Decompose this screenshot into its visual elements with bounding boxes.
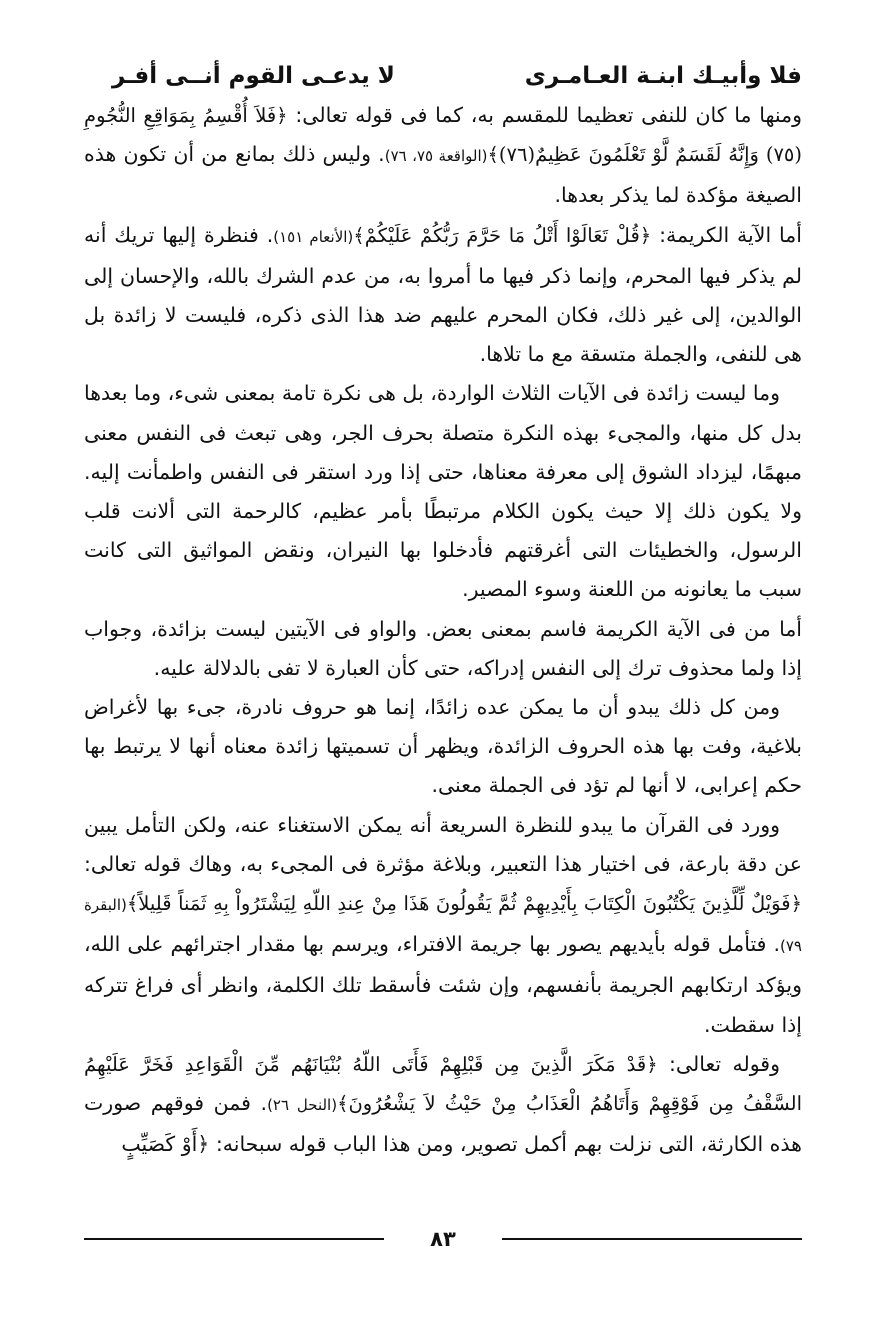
page-footer (84, 1224, 802, 1254)
paragraph: أما من فى الآية الكريمة فاسم بمعنى بعض. والواو فى الآيتين ليست بزائدة، وجواب إذا ولما محذوف ترك إلى النفس إدراكه، حتى كأن العبارة لا تفى بالدلالة عليه. (84, 616, 802, 680)
paragraph: أما الآية الكريمة: ﴿قُلْ تَعَالَوْا أَتْلُ مَا حَرَّمَ رَبُّكُمْ عَلَيْكُمْ﴾(الأنعام ١٥١). فنظرة إليها تريك أنه لم يذكر فيها المحرم، وإنما ذكر فيها ما أمروا به، من عدم الشرك بالله، والإحسان إلى الوالدين، إلى غير ذلك، فكان المحرم عليهم ضد هذا الذى ذكره، فليست لا زائدة بل هى للنفى، والجملة متسقة مع ما تلاها. (84, 222, 802, 367)
quran-quote: ﴿قَدْ مَكَرَ الَّذِينَ مِن قَبْلِهِمْ فَأَتَى اللّهُ بُنْيَانَهُم مِّنَ الْقَوَاعِدِ فَخَرَّ عَلَيْهِمُ السَّقْفُ مِن فَوْقِهِمْ وَأَتَاهُمُ الْعَذَابُ مِنْ حَيْثُ لاَ يَشْعُرُونَ﴾ (84, 1052, 802, 1116)
footer-rule-left (84, 1238, 384, 1240)
paragraph: وقوله تعالى: ﴿قَدْ مَكَرَ الَّذِينَ مِن قَبْلِهِمْ فَأَتَى اللّهُ بُنْيَانَهُم مِّنَ الْقَوَاعِدِ فَخَرَّ عَلَيْهِمُ السَّقْفُ مِن فَوْقِهِمْ وَأَتَاهُمُ الْعَذَابُ مِنْ حَيْثُ لاَ يَشْعُرُونَ﴾(النحل ٢٦). فمن فوقهم صورت هذه الكارثة، التى نزلت بهم أكمل تصوير، ومن هذا الباب قوله سبحانه: ﴿أَوْ كَصَيِّبٍ (84, 1051, 802, 1157)
verse-reference: (النحل ٢٦) (267, 1096, 338, 1115)
body-text (84, 96, 802, 1164)
quran-quote: ﴿قُلْ تَعَالَوْا أَتْلُ مَا حَرَّمَ رَبُّكُمْ عَلَيْكُمْ﴾ (353, 223, 652, 247)
verse-first-hemistich: فلا وأبيـك ابنـة العـامـرى (524, 63, 802, 89)
paragraph: ومنها ما كان للنفى تعظيما للمقسم به، كما فى قوله تعالى: ﴿فَلاَ أُقْسِمُ بِمَوَاقِعِ النُّجُومِ (٧٥) وَإِنَّهُ لَقَسَمٌ لَّوْ تَعْلَمُونَ عَظِيمٌ(٧٦)﴾(الواقعة ٧٥، ٧٦). وليس ذلك بمانع من أن تكون هذه الصيغة مؤكدة لما يذكر بعدها. (84, 103, 802, 208)
paragraph: وما ليست زائدة فى الآيات الثلاث الواردة، بل هى نكرة تامة بمعنى شىء، وما بعدها بدل كل منها، والمجىء بهذه النكرة متصلة بحرف الجر، وهى تبعث فى النفس معنى مبهمًا، ليزداد الشوق إلى معرفة معناها، حتى إذا ورد استقر فى النفس واطمأنت إليه. ولا يكون ذلك إلا حيث يكون الكلام مرتبطًا بأمر عظيم، كالرحمة التى ألانت قلب الرسول، والخطيئات التى أغرقتهم فأدخلوا بها النيران، ونقض المواثيق التى كانت سبب ما يعانونه من اللعنة وسوء المصير. (84, 381, 802, 602)
paragraph: ومن كل ذلك يبدو أن ما يمكن عده زائدًا، إنما هو حروف نادرة، جىء بها لأغراض بلاغية، وفت بها هذه الحروف الزائدة، ويظهر أن تسميتها زائدة معناه أنها لا يرتبط بها حكم إعرابى، لا أنها لم تؤد فى الجملة معنى. (84, 695, 802, 798)
verse-reference: (الأنعام ١٥١) (273, 227, 354, 246)
quran-quote: ﴿فَلاَ أُقْسِمُ بِمَوَاقِعِ النُّجُومِ (٧٥) وَإِنَّهُ لَقَسَمٌ لَّوْ تَعْلَمُونَ عَظِيمٌ(٧٦)﴾ (84, 104, 802, 167)
verse-second-hemistich: لا يدعـى القوم أنــى أفـر (112, 63, 395, 89)
running-head-verse (112, 58, 802, 94)
footer-rule-right (502, 1238, 802, 1240)
page-number: ٨٣ (430, 1227, 456, 1251)
paragraph: وورد فى القرآن ما يبدو للنظرة السريعة أنه يمكن الاستغناء عنه، ولكن التأمل يبين عن دقة بارعة، فى اختيار هذا التعبير، وبلاغة مؤثرة فى المجىء به، وهاك قوله تعالى: ﴿فَوَيْلٌ لِّلَّذِينَ يَكْتُبُونَ الْكِتَابَ بِأَيْدِيهِمْ ثُمَّ يَقُولُونَ هَذَا مِنْ عِندِ اللّهِ لِيَشْتَرُواْ بِهِ ثَمَناً قَلِيلاً﴾(البقرة ٧٩). فتأمل قوله بأيديهم يصور بها جريمة الافتراء، ويرسم بها مقدار اجترائهم على الله، ويؤكد ارتكابهم الجريمة بأنفسهم، وإن شئت فأسقط تلك الكلمة، وانظر أى فراغ تتركه إذا سقطت. (84, 812, 802, 1037)
verse-reference: (الواقعة ٧٥، ٧٦) (384, 147, 488, 166)
verse-reference: (البقرة ٧٩) (84, 896, 802, 956)
quran-quote: ﴿فَوَيْلٌ لِّلَّذِينَ يَكْتُبُونَ الْكِتَابَ بِأَيْدِيهِمْ ثُمَّ يَقُولُونَ هَذَا مِنْ عِندِ اللّهِ لِيَشْتَرُواْ بِهِ ثَمَناً قَلِيلاً﴾ (126, 892, 802, 916)
